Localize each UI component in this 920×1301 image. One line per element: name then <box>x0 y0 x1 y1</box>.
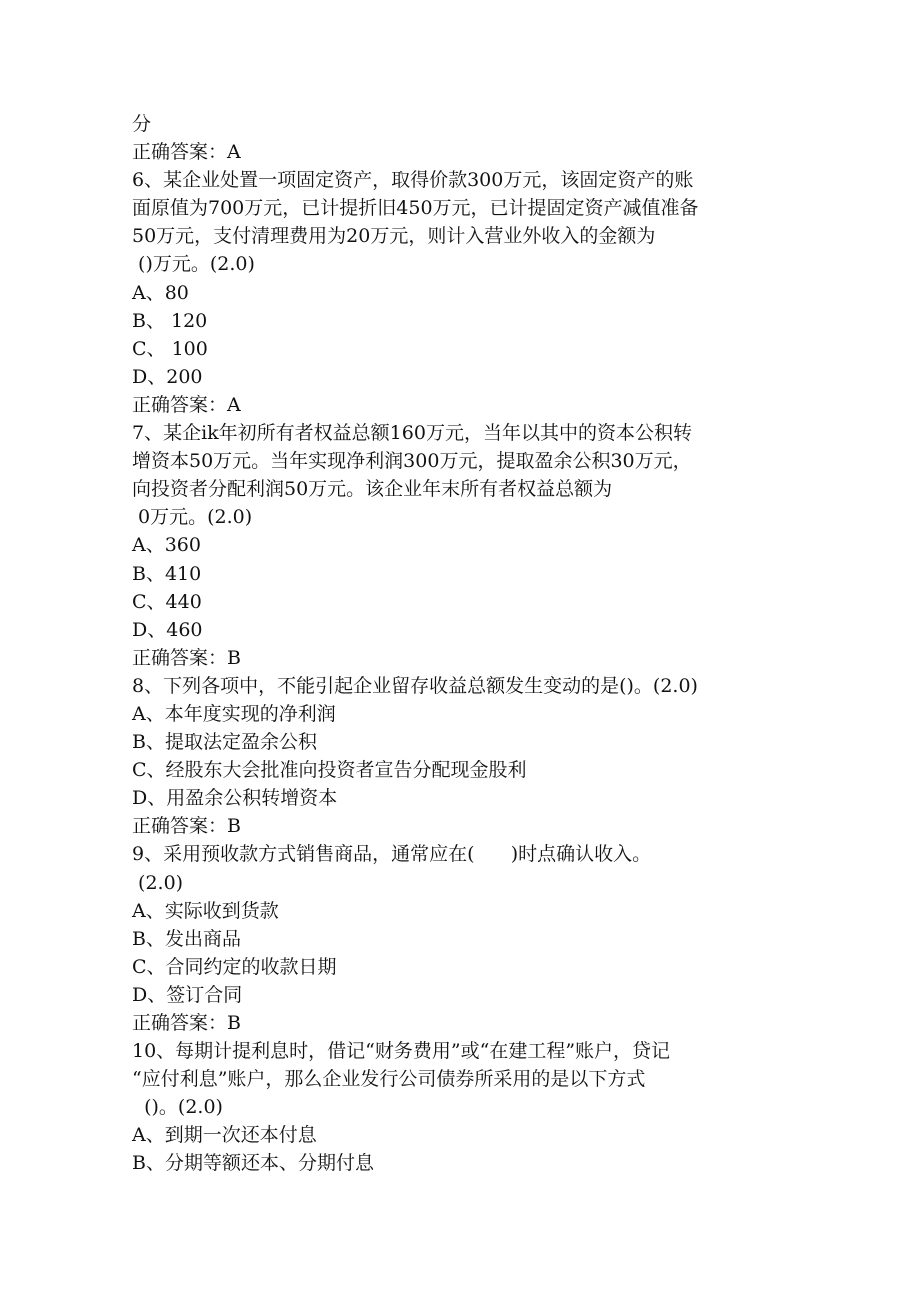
answer-line: 正确答案：B <box>132 815 241 838</box>
question-9-line: 9、采用预收款方式销售商品，通常应在( )时点确认收入。 <box>132 843 652 866</box>
question-6-line: 面原值为700万元，已计提折旧450万元，已计提固定资产减值准备 <box>132 197 699 220</box>
question-10-line: ()。(2.0) <box>132 1096 223 1119</box>
option-c: C、合同约定的收款日期 <box>132 955 337 978</box>
answer-line: 正确答案：A <box>132 141 241 164</box>
option-d: D、签订合同 <box>132 983 243 1006</box>
text-line: 分 <box>132 113 152 135</box>
question-6-line: 50万元，支付清理费用为20万元，则计入营业外收入的金额为 <box>132 225 656 248</box>
option-d: D、用盈余公积转增资本 <box>132 787 338 810</box>
option-b: B、 120 <box>132 309 208 332</box>
question-7-line: 7、某企ik年初所有者权益总额160万元，当年以其中的资本公积转 <box>132 422 692 445</box>
option-d: D、200 <box>132 365 203 388</box>
option-b: B、发出商品 <box>132 927 241 950</box>
option-a: A、到期一次还本付息 <box>132 1124 317 1147</box>
option-a: A、实际收到货款 <box>132 899 279 922</box>
option-a: A、80 <box>132 281 189 304</box>
question-7-line: 0万元。(2.0) <box>132 506 253 529</box>
answer-line: 正确答案：B <box>132 646 241 669</box>
option-a: A、本年度实现的净利润 <box>132 702 336 725</box>
option-a: A、360 <box>132 534 201 557</box>
answer-line: 正确答案：B <box>132 1012 241 1034</box>
question-10-line: 10、每期计提利息时，借记“财务费用”或“在建工程”账户，贷记 <box>132 1040 671 1063</box>
question-6-line: 6、某企业处置一项固定资产，取得价款300万元，该固定资产的账 <box>132 169 694 192</box>
option-b: B、提取法定盈余公积 <box>132 731 317 754</box>
question-9-line: (2.0) <box>132 871 184 894</box>
option-c: C、 100 <box>132 337 208 360</box>
answer-line: 正确答案：A <box>132 393 241 416</box>
document-page <box>132 110 812 1178</box>
question-6-line: ()万元。(2.0) <box>132 253 255 276</box>
option-d: D、460 <box>132 618 203 641</box>
option-c: C、440 <box>132 590 202 613</box>
option-b: B、分期等额还本、分期付息 <box>132 1152 374 1175</box>
question-7-line: 增资本50万元。当年实现净利润300万元，提取盈余公积30万元， <box>132 450 692 473</box>
option-b: B、410 <box>132 562 202 585</box>
question-8-line: 8、下列各项中，不能引起企业留存收益总额发生变动的是()。(2.0) <box>132 674 698 697</box>
option-c: C、经股东大会批准向投资者宣告分配现金股利 <box>132 759 527 782</box>
question-7-line: 向投资者分配利润50万元。该企业年末所有者权益总额为 <box>132 478 613 501</box>
question-10-line: “应付利息”账户，那么企业发行公司债券所采用的是以下方式 <box>132 1068 646 1091</box>
